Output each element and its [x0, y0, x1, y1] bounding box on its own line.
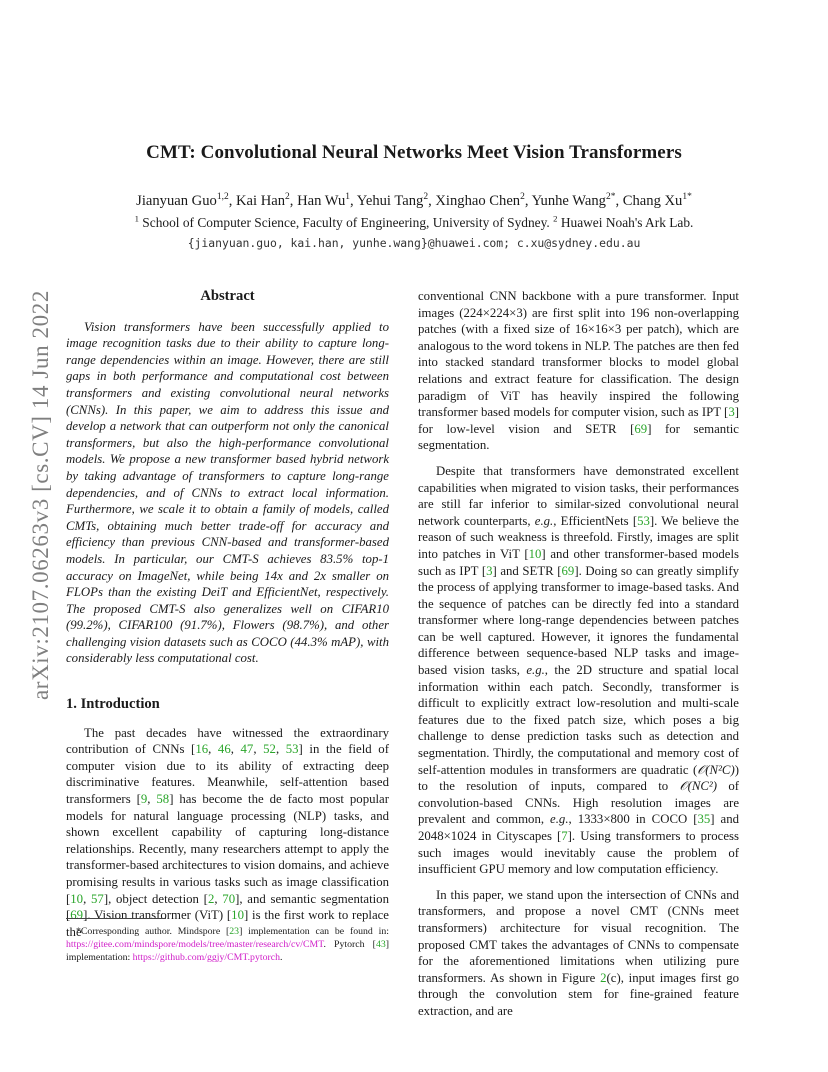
- citation-link[interactable]: 52: [263, 742, 276, 757]
- affil-1: School of Computer Science, Faculty of Engineering, University of Sydney.: [138, 215, 554, 230]
- footnote: *Corresponding author. Mindspore [23] implementation can be found in: https://gitee.com/mindspore/models/tree/master/research/cv/CMT. Pytorch [43] implementation: https://github.com/ggjy/CMT.pytorch.: [66, 926, 389, 963]
- author-list: [0, 193, 828, 210]
- citation-link[interactable]: 69: [70, 908, 84, 923]
- author-name: Yunhe Wang: [531, 193, 606, 209]
- citation-link[interactable]: 9: [140, 792, 148, 807]
- abstract-text: Vision transformers have been successfully applied to image recognition tasks due to their ability to capture long-range dependencies within an image. However, there are still gaps in both performance and computational cost between transformers and existing convolutional neural networks (CNNs). In this paper, we aim to address this issue and develop a network that can outperform not only the canonical transformers, but also the high-performance convolutional models. We propose a new transformer based hybrid network by taking advantage of transformers to capture long-range dependencies, and of CNNs to extract local information. Furthermore, we scale it to obtain a family of models, called CMTs, obtaining much better trade-off for accuracy and efficiency than previous CNN-based and transformer-based models. In particular, our CMT-S achieves 83.5% top-1 accuracy on ImageNet, while being 14x and 2x smaller on FLOPs than the existing DeiT and EfficientNet, respectively. The proposed CMT-S also generalizes well on CIFAR10 (99.2%), CIFAR100 (91.7%), Flowers (98.7%), and other challenging vision datasets such as COCO (44.3% mAP), with considerably less computational cost.: [66, 319, 389, 666]
- math-complexity-1: 𝒪(N²C): [697, 762, 735, 777]
- affiliations: [0, 215, 828, 231]
- mindspore-url-link[interactable]: https://gitee.com/mindspore/models/tree/master/research/cv/CMT: [66, 939, 324, 950]
- citation-link[interactable]: 23: [229, 926, 240, 937]
- affil-sup-1: 1: [134, 213, 139, 224]
- author-name: Han Wu: [297, 193, 346, 209]
- introduction-heading: 1. Introduction: [66, 696, 160, 713]
- author-affil-sup: 1: [345, 192, 351, 203]
- citation-link[interactable]: 3: [728, 405, 735, 420]
- author-name: Yehui Tang: [356, 193, 424, 209]
- citation-link[interactable]: 43: [375, 939, 386, 950]
- affil-2: Huawei Noah's Ark Lab.: [557, 215, 694, 230]
- right-paragraph-3: In this paper, we stand upon the intersection of CNNs and transformers, and propose a novel CMT (CNNs meet transformers) architecture for visual recognition. The proposed CMT takes the advantages of CNNs to compensate for the aforementioned limitations when utilizing pure transformers. As shown in Figure 2(c), input images first go through the convolution stem for fine-grained feature extraction, and are: [418, 887, 739, 1018]
- paper-title: CMT: Convolutional Neural Networks Meet Vision Transformers: [146, 142, 682, 163]
- arxiv-identifier: arXiv:2107.06263v3 [cs.CV] 14 Jun 2022: [28, 290, 53, 700]
- author-affil-sup: 2: [423, 192, 429, 203]
- footnote-rule: [66, 918, 166, 919]
- author-separator: ,: [428, 193, 436, 209]
- author-separator: ,: [228, 193, 236, 209]
- author-name: Chang Xu: [622, 193, 683, 209]
- author-name: Jianyuan Guo: [136, 193, 217, 209]
- citation-link[interactable]: 2: [207, 891, 215, 906]
- citation-link[interactable]: 69: [634, 421, 648, 436]
- author-separator: ,: [524, 193, 532, 209]
- pytorch-url-link[interactable]: https://github.com/ggjy/CMT.pytorch: [132, 952, 280, 963]
- author-name: Kai Han: [235, 193, 286, 209]
- author-affil-sup: 2*: [605, 192, 616, 203]
- citation-link[interactable]: 10: [70, 891, 84, 906]
- right-paragraph-2: Despite that transformers have demonstrated excellent capabilities when migrated to vision tasks, their performances are still far inferior to similar-sized convolutional neural network counterparts, e.g., EfficientNets [53]. We believe the reason of such weakness is threefold. Firstly, images are split into patches in ViT [10] and other transformer-based models such as IPT [3] and SETR [69]. Doing so can greatly simplify the process of applying transformer to image-based tasks. And the sequence of patches can be directly fed into a standard transformer where long-range dependencies between patches can be well captured. However, it ignores the fundamental difference between sequence-based NLP tasks and image-based vision tasks, e.g., the 2D structure and spatial local information within each patch. Secondly, transformer is difficult to explicitly extract low-resolution and multi-scale features due to the fixed patch size, which poses a big challenge to dense prediction tasks such as detection and segmentation. Thirdly, the computational and memory cost of self-attention modules in transformers are quadratic (𝒪(N²C)) to the resolution of inputs, compared to 𝒪(NC²) of convolution-based CNNs. High resolution images are prevalent and common, e.g., 1333×800 in COCO [35] and 2048×1024 in Cityscapes [7]. Using transformers to process such images would inevitably cause the problem of insufficient GPU memory and low computation efficiency.: [418, 463, 740, 877]
- math-complexity-2: 𝒪(NC²): [679, 779, 718, 794]
- citation-link[interactable]: 57: [91, 891, 104, 906]
- author-name: Xinghao Chen: [435, 193, 521, 209]
- intro-paragraph-1: The past decades have witnessed the extraordinary contribution of CNNs [16, 46, 47, 52, 53] in the field of computer vision due to its ability of extracting deep discriminative features. Meanwhile, self-attention based transformers [9, 58] has become the de facto most popular models for natural language processing (NLP) tasks, and shown excellent capability of capturing long-distance relationships. Recently, many researchers attempt to apply the transformer-based architectures to vision domains, and achieve promising results in various tasks such as image classification [10, 57], object detection [2, 70], and semantic segmentation [69]. Vision transformer (ViT) [10] is the first work to replace the: [66, 725, 389, 939]
- author-affil-sup: 2: [285, 192, 290, 203]
- citation-link[interactable]: 35: [697, 812, 711, 827]
- left-column: [66, 288, 389, 949]
- author-separator: ,: [289, 193, 298, 209]
- right-paragraph-1: conventional CNN backbone with a pure transformer. Input images (224×224×3) are first split into 196 non-overlapping patches (with a fixed size of 16×16×3 per patch), which are analogous to the word tokens in NLP. The patches are then fed into stacked standard transformer blocks to model global relations and extract feature for classification. The design paradigm of ViT has heavily inspired the following transformer based models for computer vision, such as IPT [3] for low-level vision and SETR [69] for semantic segmentation.: [418, 289, 739, 453]
- author-separator: ,: [615, 193, 623, 209]
- citation-link[interactable]: 58: [156, 792, 170, 807]
- citation-link[interactable]: 3: [486, 563, 493, 578]
- citation-link[interactable]: 46: [217, 742, 231, 757]
- citation-link[interactable]: 53: [285, 742, 299, 757]
- author-affil-sup: 1*: [682, 192, 692, 203]
- citation-link[interactable]: 47: [240, 742, 254, 757]
- affil-sup-2: 2: [553, 213, 558, 224]
- citation-link[interactable]: 16: [195, 742, 209, 757]
- author-separator: ,: [350, 193, 357, 209]
- citation-link[interactable]: 7: [561, 829, 568, 843]
- author-affil-sup: 1,2: [216, 192, 229, 203]
- citation-link[interactable]: 70: [222, 891, 236, 906]
- abstract-heading: Abstract: [200, 288, 255, 304]
- author-emails: {jianyuan.guo, kai.han, yunhe.wang}@huawei.com; c.xu@sydney.edu.au: [187, 236, 641, 250]
- citation-link[interactable]: 53: [637, 513, 650, 528]
- citation-link[interactable]: 69: [561, 563, 575, 578]
- right-column: [418, 288, 739, 1029]
- figure-reference-link[interactable]: 2: [600, 970, 607, 985]
- author-affil-sup: 2: [520, 192, 525, 203]
- citation-link[interactable]: 10: [231, 908, 244, 923]
- citation-link[interactable]: 10: [528, 546, 542, 561]
